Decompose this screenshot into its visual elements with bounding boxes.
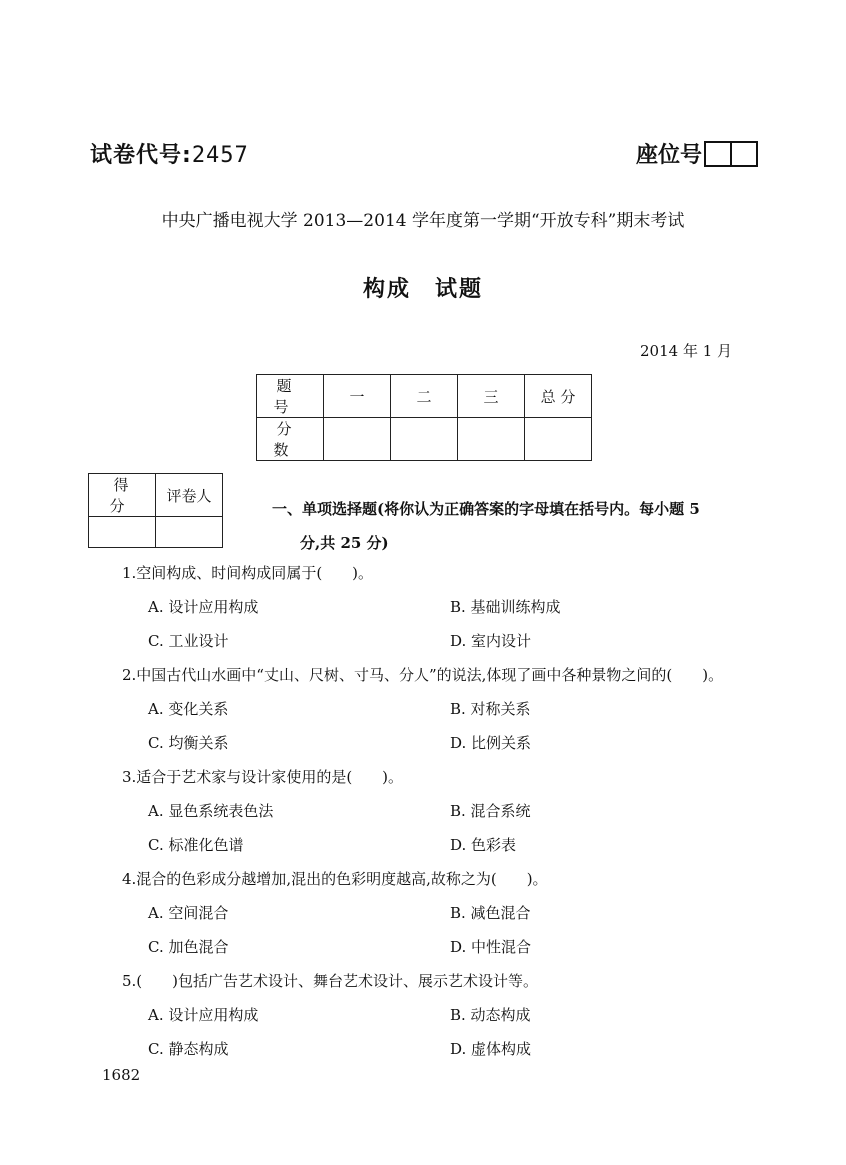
exam-header-line: 中央广播电视大学 2013—2014 学年度第一学期“开放专科”期末考试	[161, 211, 685, 231]
question-option: C. 静态构成	[148, 1040, 229, 1058]
seat-box	[706, 143, 730, 165]
score-table-header-label: 题 号	[257, 375, 324, 418]
question-option: B. 减色混合	[450, 904, 531, 922]
score-cell	[324, 418, 391, 461]
score-table-score-label: 分 数	[257, 418, 324, 461]
question-option: C. 工业设计	[148, 632, 229, 650]
section-heading-line: 分,共 25 分)	[300, 534, 389, 552]
question-text: 2.中国古代山水画中“丈山、尺树、寸马、分人”的说法,体现了画中各种景物之间的( )。	[122, 666, 724, 684]
question-option: A. 设计应用构成	[148, 598, 259, 616]
grader-table	[88, 473, 223, 548]
question-option: B. 动态构成	[450, 1006, 531, 1024]
title-subject: 构成	[362, 277, 411, 302]
question-option: A. 显色系统表色法	[148, 802, 274, 820]
question-option: A. 变化关系	[148, 700, 229, 718]
grader-score-label: 得 分	[89, 474, 156, 517]
score-cell	[391, 418, 458, 461]
paper-code	[90, 138, 249, 169]
question-text: 3.适合于艺术家与设计家使用的是( )。	[122, 768, 404, 786]
page-number: 1682	[102, 1066, 141, 1084]
seat-number	[636, 138, 758, 169]
seat-boxes	[704, 141, 758, 167]
score-table	[256, 374, 592, 461]
question-text: 1.空间构成、时间构成同属于( )。	[122, 564, 374, 582]
paper-code-label: 试卷代号:	[90, 143, 192, 168]
question-option: C. 均衡关系	[148, 734, 229, 752]
question-option: D. 比例关系	[450, 734, 532, 752]
question-option: D. 虚体构成	[450, 1040, 532, 1058]
score-cell	[525, 418, 592, 461]
score-table-col: 二	[391, 375, 458, 418]
title-kind: 试题	[435, 277, 484, 302]
score-table-col: 三	[458, 375, 525, 418]
question-option: B. 对称关系	[450, 700, 531, 718]
seat-box	[730, 143, 756, 165]
seat-label: 座位号	[636, 143, 703, 168]
section-heading	[272, 492, 700, 560]
score-table-row	[257, 418, 592, 461]
grader-name-cell	[156, 517, 223, 548]
grader-table-row	[89, 517, 223, 548]
score-table-col: 总 分	[525, 375, 592, 418]
paper-code-number: 2457	[191, 143, 249, 168]
question-option: A. 空间混合	[148, 904, 229, 922]
grader-table-row	[89, 474, 223, 517]
section-heading-line: 一、单项选择题(将你认为正确答案的字母填在括号内。每小题 5	[272, 500, 700, 518]
question-option: A. 设计应用构成	[148, 1006, 259, 1024]
score-cell	[458, 418, 525, 461]
exam-date: 2014 年 1 月	[640, 342, 733, 360]
question-option: D. 色彩表	[450, 836, 517, 854]
question-option: B. 基础训练构成	[450, 598, 561, 616]
question-option: D. 室内设计	[450, 632, 532, 650]
question-option: D. 中性混合	[450, 938, 532, 956]
score-table-col: 一	[324, 375, 391, 418]
question-text: 5.( )包括广告艺术设计、舞台艺术设计、展示艺术设计等。	[122, 972, 539, 990]
grader-score-cell	[89, 517, 156, 548]
score-table-row	[257, 375, 592, 418]
question-option: C. 加色混合	[148, 938, 229, 956]
page-title	[0, 272, 846, 303]
question-option: B. 混合系统	[450, 802, 531, 820]
grader-name-label: 评卷人	[156, 474, 223, 517]
question-option: C. 标准化色谱	[148, 836, 244, 854]
question-text: 4.混合的色彩成分越增加,混出的色彩明度越高,故称之为( )。	[122, 870, 548, 888]
